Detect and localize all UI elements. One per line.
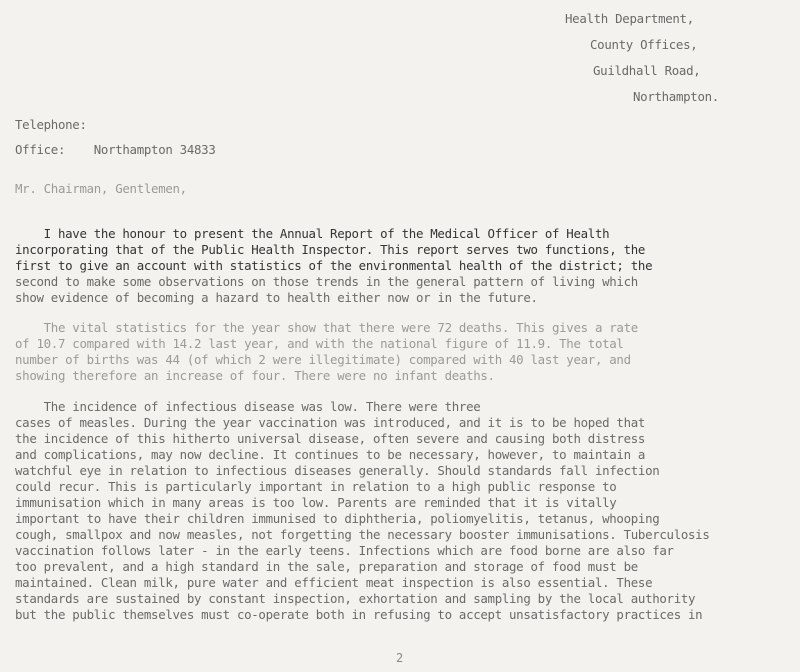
paragraph-3-line: important to have their children immunised to diphtheria, poliomyelitis, tetanus, whooping <box>15 511 660 526</box>
address-line-1: Health Department, <box>565 11 694 26</box>
paragraph-1-line: show evidence of becoming a hazard to health either now or in the future. <box>15 290 538 305</box>
paragraph-3-line: standards are sustained by constant inspection, exhortation and sampling by the local authority <box>15 591 696 606</box>
paragraph-3-line: but the public themselves must co-operate both in refusing to accept unsatisfactory practices in <box>15 607 703 622</box>
paragraph-1-line: first to give an account with statistics of the environmental health of the district; the <box>15 258 653 273</box>
address-line-2: County Offices, <box>590 37 698 52</box>
paragraph-3-line: watchful eye in relation to infectious diseases generally. Should standards fall infection <box>15 463 660 478</box>
paragraph-2-line: number of births was 44 (of which 2 were illegitimate) compared with 40 last year, and <box>15 352 631 367</box>
paragraph-3-line: The incidence of infectious disease was low. There were three <box>15 399 481 414</box>
paragraph-3-line: vaccination follows later - in the early teens. Infections which are food borne are also far <box>15 543 674 558</box>
paragraph-1-line: second to make some observations on those trends in the general pattern of living which <box>15 274 638 289</box>
salutation: Mr. Chairman, Gentlemen, <box>15 181 187 196</box>
page-number: 2 <box>396 651 404 665</box>
paragraph-3-line: and complications, may now decline. It continues to be necessary, however, to maintain a <box>15 447 646 462</box>
paragraph-2-line: showing therefore an increase of four. There were no infant deaths. <box>15 368 495 383</box>
paragraph-2-line: of 10.7 compared with 14.2 last year, and with the national figure of 11.9. The total <box>15 336 624 351</box>
paragraph-3-line: maintained. Clean milk, pure water and efficient meat inspection is also essential. These <box>15 575 653 590</box>
paragraph-3-line: too prevalent, and a high standard in the sale, preparation and storage of food must be <box>15 559 638 574</box>
paragraph-3-line: immunisation which in many areas is too low. Parents are reminded that it is vitally <box>15 495 617 510</box>
telephone-office: Office: Northampton 34833 <box>15 142 216 157</box>
address-line-4: Northampton. <box>633 89 719 104</box>
telephone-label: Telephone: <box>15 117 87 132</box>
address-line-3: Guildhall Road, <box>593 63 701 78</box>
paragraph-3-line: cases of measles. During the year vaccination was introduced, and it is to be hoped that <box>15 415 646 430</box>
paragraph-3-line: cough, smallpox and now measles, not forgetting the necessary booster immunisations. Tuberculosis <box>15 527 710 542</box>
paragraph-3-line: the incidence of this hitherto universal disease, often severe and causing both distress <box>15 431 646 446</box>
paragraph-3-line: could recur. This is particularly important in relation to a high public response to <box>15 479 617 494</box>
paragraph-2-line: The vital statistics for the year show that there were 72 deaths. This gives a rate <box>15 320 638 335</box>
paragraph-1-line: incorporating that of the Public Health Inspector. This report serves two functions, the <box>15 242 646 257</box>
paragraph-1-line: I have the honour to present the Annual Report of the Medical Officer of Health <box>15 226 610 241</box>
